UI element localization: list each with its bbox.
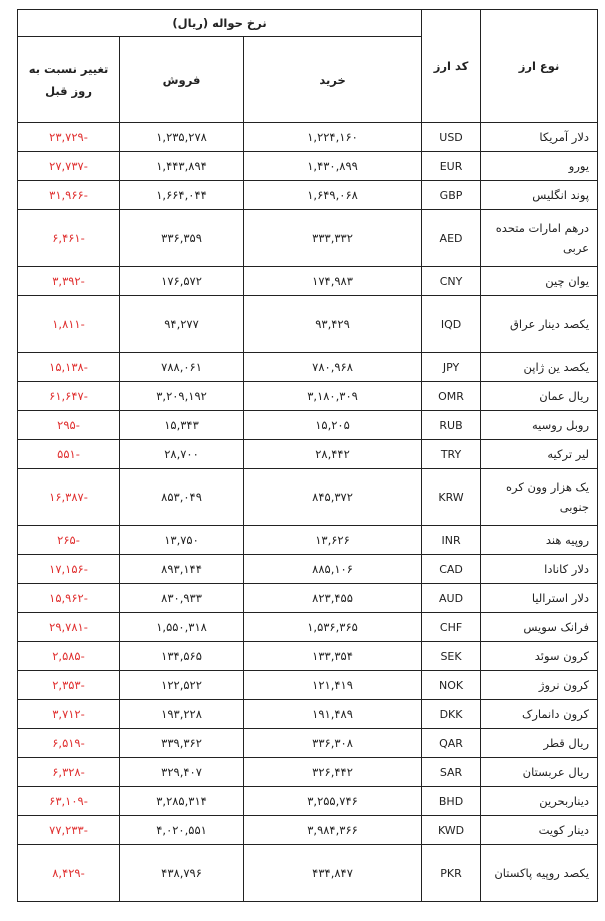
buy-rate-cell: ۳۳۶,۳۰۸ (244, 729, 422, 758)
currency-name-cell: یوان چین (481, 267, 598, 296)
change-cell: -۲۹۵ (18, 411, 120, 440)
header-currency-type: نوع ارز (481, 10, 598, 123)
sell-rate-cell: ۴۳۸,۷۹۶ (120, 845, 244, 902)
change-cell: -۶,۳۲۸ (18, 758, 120, 787)
change-cell: -۲,۳۵۳ (18, 671, 120, 700)
header-sell: فروش (120, 37, 244, 123)
buy-rate-cell: ۳۳۳,۳۳۲ (244, 210, 422, 267)
table-row (18, 729, 598, 758)
buy-rate-cell: ۱۲۱,۴۱۹ (244, 671, 422, 700)
currency-code-cell: BHD (422, 787, 481, 816)
currency-name-cell: ریال قطر (481, 729, 598, 758)
table-row (18, 758, 598, 787)
buy-rate-cell: ۳,۱۸۰,۳۰۹ (244, 382, 422, 411)
change-cell: -۳۱,۹۶۶ (18, 181, 120, 210)
currency-name-cell: دیناربحرین (481, 787, 598, 816)
change-cell: -۳,۷۱۲ (18, 700, 120, 729)
currency-name-cell: پوند انگلیس (481, 181, 598, 210)
sell-rate-cell: ۳,۲۸۵,۳۱۴ (120, 787, 244, 816)
currency-code-cell: EUR (422, 152, 481, 181)
buy-rate-cell: ۱۳,۶۲۶ (244, 526, 422, 555)
table-row (18, 353, 598, 382)
table-row (18, 152, 598, 181)
sell-rate-cell: ۳۳۶,۳۵۹ (120, 210, 244, 267)
table-row (18, 123, 598, 152)
sell-rate-cell: ۳۲۹,۴۰۷ (120, 758, 244, 787)
sell-rate-cell: ۱,۵۵۰,۳۱۸ (120, 613, 244, 642)
sell-rate-cell: ۹۴,۲۷۷ (120, 296, 244, 353)
currency-code-cell: CAD (422, 555, 481, 584)
buy-rate-cell: ۹۳,۴۲۹ (244, 296, 422, 353)
sell-rate-cell: ۸۹۳,۱۴۴ (120, 555, 244, 584)
currency-code-cell: INR (422, 526, 481, 555)
change-cell: -۱۷,۱۵۶ (18, 555, 120, 584)
currency-code-cell: TRY (422, 440, 481, 469)
buy-rate-cell: ۸۴۵,۳۷۲ (244, 469, 422, 526)
currency-code-cell: GBP (422, 181, 481, 210)
sell-rate-cell: ۱۹۳,۲۲۸ (120, 700, 244, 729)
currency-name-cell: ریال عمان (481, 382, 598, 411)
table-row (18, 642, 598, 671)
currency-code-cell: KRW (422, 469, 481, 526)
sell-rate-cell: ۱۵,۳۴۳ (120, 411, 244, 440)
currency-code-cell: RUB (422, 411, 481, 440)
exchange-rate-table (17, 9, 598, 902)
currency-name-cell: ریال عربستان (481, 758, 598, 787)
sell-rate-cell: ۱,۶۶۴,۰۴۴ (120, 181, 244, 210)
currency-name-cell: فرانک سویس (481, 613, 598, 642)
change-cell: -۱۵,۱۳۸ (18, 353, 120, 382)
currency-name-cell: دلار استرالیا (481, 584, 598, 613)
change-cell: -۱,۸۱۱ (18, 296, 120, 353)
table-row (18, 584, 598, 613)
change-cell: -۲۳,۷۲۹ (18, 123, 120, 152)
sell-rate-cell: ۲۸,۷۰۰ (120, 440, 244, 469)
currency-code-cell: IQD (422, 296, 481, 353)
currency-code-cell: CNY (422, 267, 481, 296)
table-row (18, 700, 598, 729)
sell-rate-cell: ۸۵۳,۰۴۹ (120, 469, 244, 526)
buy-rate-cell: ۸۸۵,۱۰۶ (244, 555, 422, 584)
currency-name-cell: یک هزار وون کره جنوبی (481, 469, 598, 526)
change-cell: -۶۳,۱۰۹ (18, 787, 120, 816)
header-currency-code: کد ارز (422, 10, 481, 123)
currency-name-cell: یکصد ین ژاپن (481, 353, 598, 382)
buy-rate-cell: ۱,۲۲۴,۱۶۰ (244, 123, 422, 152)
currency-code-cell: NOK (422, 671, 481, 700)
buy-rate-cell: ۸۲۳,۴۵۵ (244, 584, 422, 613)
change-cell: -۸,۴۲۹ (18, 845, 120, 902)
currency-name-cell: یکصد دینار عراق (481, 296, 598, 353)
currency-code-cell: SAR (422, 758, 481, 787)
currency-name-cell: کرون نروژ (481, 671, 598, 700)
table-row (18, 787, 598, 816)
currency-code-cell: USD (422, 123, 481, 152)
currency-name-cell: درهم امارات متحده عربی (481, 210, 598, 267)
currency-code-cell: KWD (422, 816, 481, 845)
buy-rate-cell: ۱۹۱,۴۸۹ (244, 700, 422, 729)
currency-code-cell: DKK (422, 700, 481, 729)
buy-rate-cell: ۳۲۶,۴۴۲ (244, 758, 422, 787)
sell-rate-cell: ۳۳۹,۳۶۲ (120, 729, 244, 758)
change-cell: -۶۱,۶۴۷ (18, 382, 120, 411)
change-cell: -۶,۴۶۱ (18, 210, 120, 267)
currency-name-cell: روبل روسیه (481, 411, 598, 440)
change-cell: -۲۷,۷۳۷ (18, 152, 120, 181)
table-row (18, 671, 598, 700)
change-cell: -۱۶,۳۸۷ (18, 469, 120, 526)
sell-rate-cell: ۷۸۸,۰۶۱ (120, 353, 244, 382)
sell-rate-cell: ۱۲۲,۵۲۲ (120, 671, 244, 700)
currency-name-cell: یورو (481, 152, 598, 181)
sell-rate-cell: ۱,۴۴۳,۸۹۴ (120, 152, 244, 181)
table-row (18, 210, 598, 267)
change-cell: -۲۹,۷۸۱ (18, 613, 120, 642)
sell-rate-cell: ۱,۲۳۵,۲۷۸ (120, 123, 244, 152)
buy-rate-cell: ۱,۶۴۹,۰۶۸ (244, 181, 422, 210)
currency-code-cell: PKR (422, 845, 481, 902)
buy-rate-cell: ۱۵,۲۰۵ (244, 411, 422, 440)
currency-code-cell: SEK (422, 642, 481, 671)
change-cell: -۲۶۵ (18, 526, 120, 555)
currency-code-cell: AED (422, 210, 481, 267)
buy-rate-cell: ۳,۹۸۴,۳۶۶ (244, 816, 422, 845)
buy-rate-cell: ۷۸۰,۹۶۸ (244, 353, 422, 382)
currency-name-cell: دینار کویت (481, 816, 598, 845)
sell-rate-cell: ۳,۲۰۹,۱۹۲ (120, 382, 244, 411)
change-cell: -۲,۵۸۵ (18, 642, 120, 671)
change-cell: -۱۵,۹۶۲ (18, 584, 120, 613)
currency-code-cell: QAR (422, 729, 481, 758)
buy-rate-cell: ۱,۴۳۰,۸۹۹ (244, 152, 422, 181)
table-row (18, 411, 598, 440)
header-buy: خرید (244, 37, 422, 123)
table-row (18, 526, 598, 555)
currency-name-cell: کرون سوئد (481, 642, 598, 671)
change-cell: -۶,۵۱۹ (18, 729, 120, 758)
sell-rate-cell: ۱۷۶,۵۷۲ (120, 267, 244, 296)
currency-code-cell: JPY (422, 353, 481, 382)
table-row (18, 613, 598, 642)
buy-rate-cell: ۴۳۴,۸۴۷ (244, 845, 422, 902)
currency-code-cell: AUD (422, 584, 481, 613)
buy-rate-cell: ۳,۲۵۵,۷۴۶ (244, 787, 422, 816)
change-cell: -۷۷,۲۳۳ (18, 816, 120, 845)
table-row (18, 469, 598, 526)
currency-name-cell: لیر ترکیه (481, 440, 598, 469)
currency-code-cell: CHF (422, 613, 481, 642)
change-cell: -۳,۳۹۲ (18, 267, 120, 296)
sell-rate-cell: ۱۳۴,۵۶۵ (120, 642, 244, 671)
currency-name-cell: یکصد روپیه پاکستان (481, 845, 598, 902)
header-change: تغییر نسبت به روز قبل (18, 37, 120, 123)
table-row (18, 382, 598, 411)
table-row (18, 440, 598, 469)
buy-rate-cell: ۱,۵۳۶,۳۶۵ (244, 613, 422, 642)
currency-code-cell: OMR (422, 382, 481, 411)
table-row (18, 296, 598, 353)
header-transfer-rate: نرخ حواله (ریال) (18, 10, 422, 37)
table-row (18, 816, 598, 845)
table-row (18, 181, 598, 210)
currency-name-cell: دلار کانادا (481, 555, 598, 584)
currency-name-cell: دلار آمریکا (481, 123, 598, 152)
sell-rate-cell: ۴,۰۲۰,۵۵۱ (120, 816, 244, 845)
sell-rate-cell: ۱۳,۷۵۰ (120, 526, 244, 555)
currency-name-cell: کرون دانمارک (481, 700, 598, 729)
table-row (18, 845, 598, 902)
buy-rate-cell: ۱۷۴,۹۸۳ (244, 267, 422, 296)
table-row (18, 267, 598, 296)
sell-rate-cell: ۸۳۰,۹۳۳ (120, 584, 244, 613)
buy-rate-cell: ۱۳۳,۳۵۴ (244, 642, 422, 671)
change-cell: -۵۵۱ (18, 440, 120, 469)
table-row (18, 555, 598, 584)
buy-rate-cell: ۲۸,۴۴۲ (244, 440, 422, 469)
currency-name-cell: روپیه هند (481, 526, 598, 555)
